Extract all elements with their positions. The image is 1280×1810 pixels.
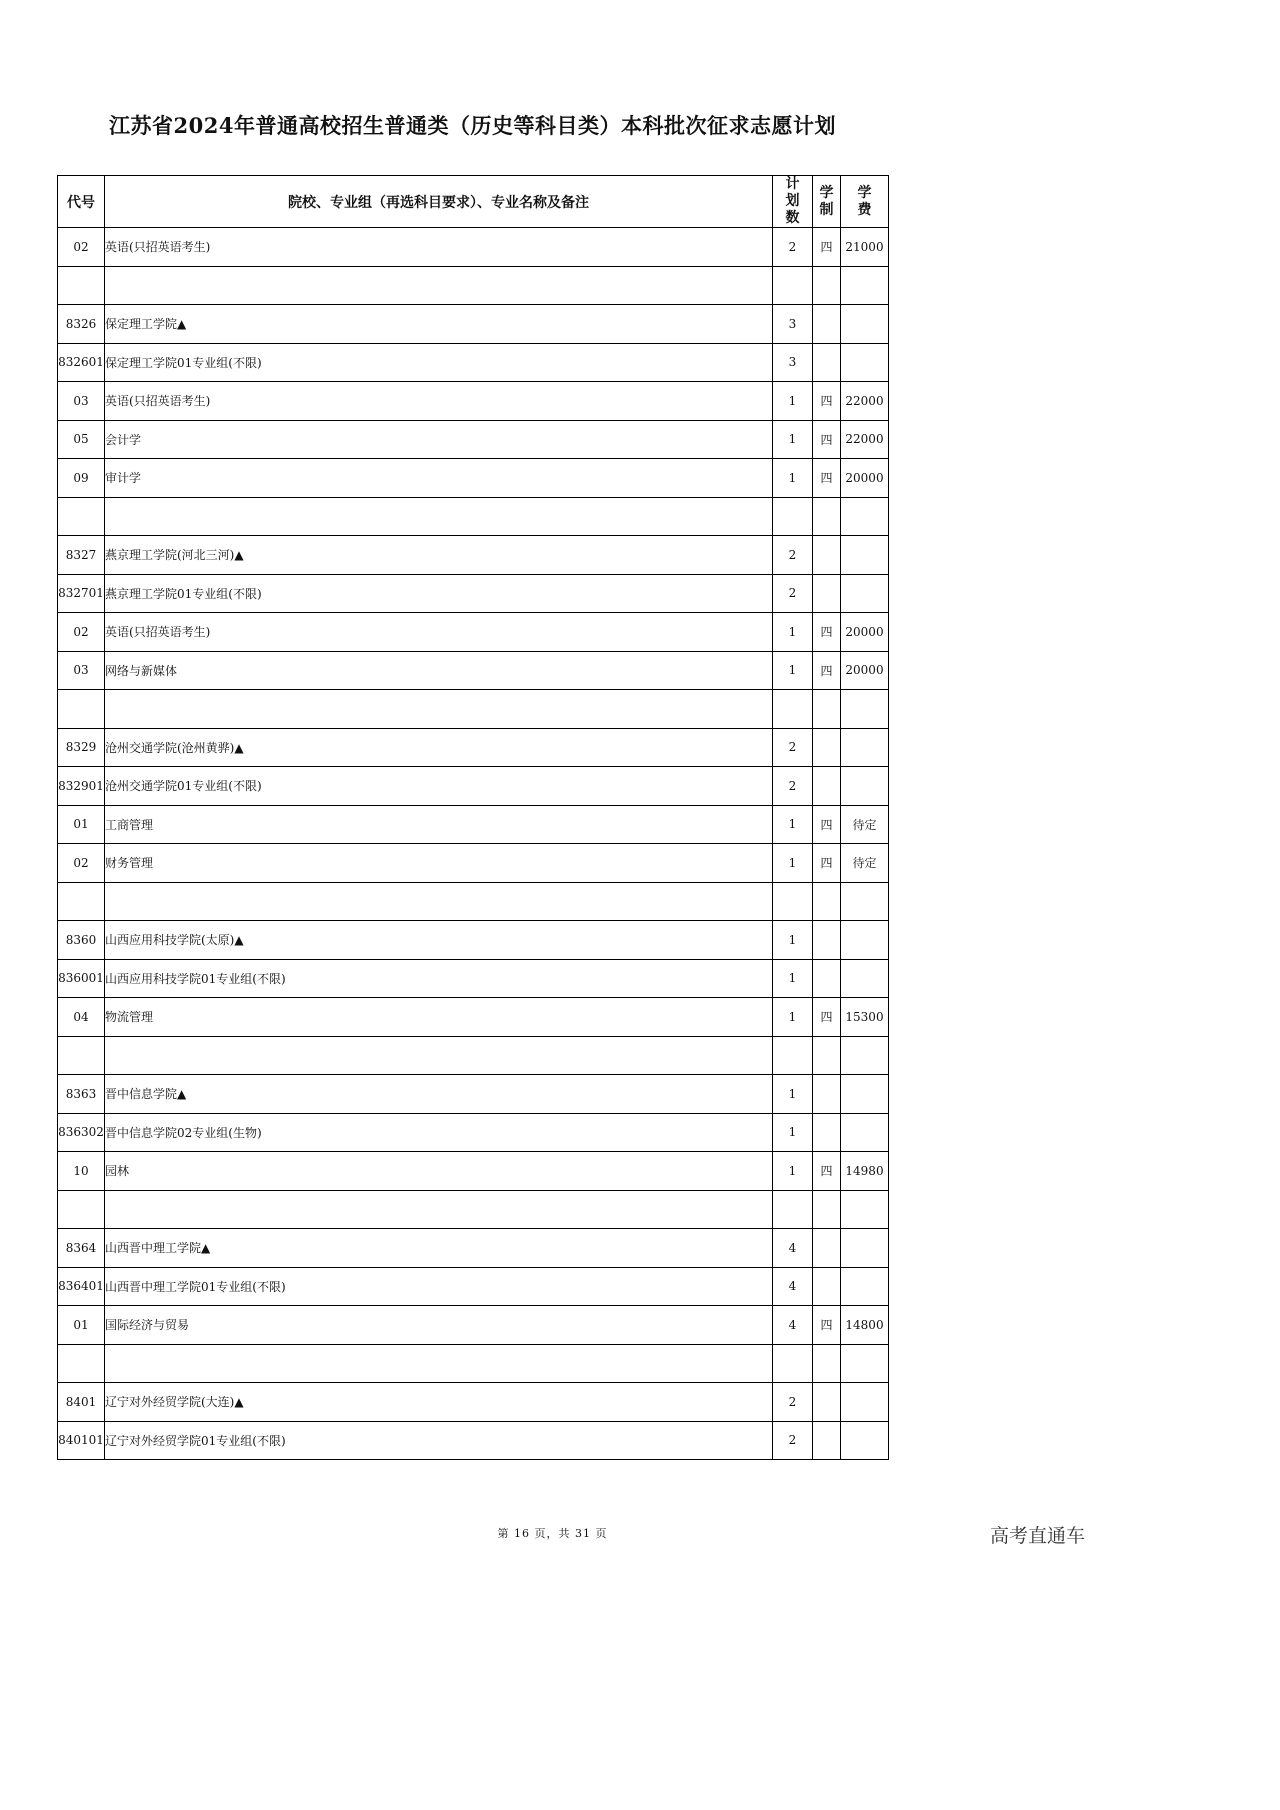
header-fee-char: 费 (857, 201, 872, 218)
row-tuition: 待定 (841, 844, 889, 883)
row-code: 840101 (58, 1421, 105, 1460)
header-plan-char: 数 (785, 210, 800, 226)
row-plan-count: 1 (773, 1152, 813, 1191)
row-plan-count (773, 1036, 813, 1075)
row-plan-count: 1 (773, 1075, 813, 1114)
row-plan-count: 1 (773, 651, 813, 690)
row-tuition (841, 574, 889, 613)
row-name (105, 690, 773, 729)
row-code (58, 497, 105, 536)
row-tuition (841, 882, 889, 921)
row-tuition (841, 921, 889, 960)
row-plan-count: 1 (773, 998, 813, 1037)
row-code: 8360 (58, 921, 105, 960)
table-row (58, 921, 889, 960)
row-tuition (841, 1036, 889, 1075)
row-tuition (841, 1344, 889, 1383)
row-name: 国际经济与贸易 (105, 1306, 773, 1345)
row-name (105, 1344, 773, 1383)
row-study-length (813, 1075, 841, 1114)
header-name: 院校、专业组（再选科目要求）、专业名称及备注 (105, 176, 773, 228)
row-code (58, 1344, 105, 1383)
row-code: 03 (58, 651, 105, 690)
row-tuition: 22000 (841, 382, 889, 421)
table-row (58, 1036, 889, 1075)
row-code: 836401 (58, 1267, 105, 1306)
row-name (105, 882, 773, 921)
row-code: 10 (58, 1152, 105, 1191)
row-name: 英语(只招英语考生) (105, 228, 773, 267)
row-name: 晋中信息学院02专业组(生物) (105, 1113, 773, 1152)
row-plan-count: 1 (773, 382, 813, 421)
header-length (813, 176, 841, 228)
row-study-length: 四 (813, 805, 841, 844)
table-row (58, 1152, 889, 1191)
header-plan-char: 划 (785, 193, 800, 209)
row-name: 网络与新媒体 (105, 651, 773, 690)
row-tuition: 20000 (841, 459, 889, 498)
row-plan-count: 1 (773, 805, 813, 844)
table-row (58, 1306, 889, 1345)
table-row (58, 998, 889, 1037)
table-row (58, 574, 889, 613)
row-code: 836302 (58, 1113, 105, 1152)
table-row (58, 728, 889, 767)
row-tuition: 14980 (841, 1152, 889, 1191)
header-plan-char: 计 (785, 176, 800, 192)
header-length-char: 制 (819, 201, 834, 218)
row-tuition (841, 266, 889, 305)
row-code: 01 (58, 1306, 105, 1345)
row-study-length (813, 574, 841, 613)
table-row (58, 1190, 889, 1229)
row-study-length: 四 (813, 420, 841, 459)
row-code: 01 (58, 805, 105, 844)
row-tuition (841, 536, 889, 575)
row-code: 03 (58, 382, 105, 421)
table-row (58, 382, 889, 421)
row-name: 审计学 (105, 459, 773, 498)
row-plan-count: 4 (773, 1267, 813, 1306)
row-tuition (841, 959, 889, 998)
row-tuition: 14800 (841, 1306, 889, 1345)
table-row (58, 767, 889, 806)
row-name: 工商管理 (105, 805, 773, 844)
row-code: 09 (58, 459, 105, 498)
row-plan-count (773, 690, 813, 729)
table-row (58, 536, 889, 575)
row-name: 燕京理工学院01专业组(不限) (105, 574, 773, 613)
row-plan-count: 1 (773, 1113, 813, 1152)
row-code: 8363 (58, 1075, 105, 1114)
row-study-length: 四 (813, 228, 841, 267)
row-tuition: 20000 (841, 613, 889, 652)
row-study-length: 四 (813, 613, 841, 652)
row-code: 8364 (58, 1229, 105, 1268)
table-row (58, 305, 889, 344)
row-plan-count (773, 1344, 813, 1383)
row-tuition: 20000 (841, 651, 889, 690)
row-name (105, 1190, 773, 1229)
row-name (105, 497, 773, 536)
watermark: 高考直通车 (989, 1525, 1085, 1547)
row-name: 山西应用科技学院01专业组(不限) (105, 959, 773, 998)
table-row (58, 805, 889, 844)
table-row (58, 690, 889, 729)
row-study-length (813, 1229, 841, 1268)
header-fee (841, 176, 889, 228)
row-name: 山西晋中理工学院01专业组(不限) (105, 1267, 773, 1306)
row-study-length (813, 921, 841, 960)
row-study-length: 四 (813, 651, 841, 690)
row-plan-count: 2 (773, 767, 813, 806)
table-row (58, 228, 889, 267)
row-name: 晋中信息学院▲ (105, 1075, 773, 1114)
row-study-length (813, 1036, 841, 1075)
table-row (58, 1267, 889, 1306)
row-plan-count: 1 (773, 459, 813, 498)
row-code: 8329 (58, 728, 105, 767)
row-study-length (813, 497, 841, 536)
row-tuition (841, 728, 889, 767)
table-row (58, 1075, 889, 1114)
row-name: 沧州交通学院01专业组(不限) (105, 767, 773, 806)
row-code: 8326 (58, 305, 105, 344)
row-code (58, 1190, 105, 1229)
row-study-length (813, 1190, 841, 1229)
row-plan-count: 2 (773, 1421, 813, 1460)
table-row (58, 1344, 889, 1383)
row-study-length (813, 1421, 841, 1460)
row-name: 物流管理 (105, 998, 773, 1037)
row-plan-count: 3 (773, 305, 813, 344)
row-study-length (813, 1344, 841, 1383)
row-code (58, 882, 105, 921)
row-name: 会计学 (105, 420, 773, 459)
header-length-char: 学 (819, 184, 834, 201)
row-code: 8327 (58, 536, 105, 575)
row-code: 04 (58, 998, 105, 1037)
row-study-length: 四 (813, 1306, 841, 1345)
row-tuition (841, 1383, 889, 1422)
header-code: 代号 (58, 176, 105, 228)
row-plan-count: 1 (773, 613, 813, 652)
row-plan-count (773, 1190, 813, 1229)
page-number: 第 16 页，共 31 页 (497, 1527, 608, 1540)
table-row (58, 497, 889, 536)
row-code: 02 (58, 613, 105, 652)
row-study-length (813, 266, 841, 305)
table-row (58, 1383, 889, 1422)
row-plan-count: 1 (773, 844, 813, 883)
table-row (58, 959, 889, 998)
row-code: 832901 (58, 767, 105, 806)
table-row (58, 1421, 889, 1460)
row-study-length (813, 1113, 841, 1152)
row-code: 836001 (58, 959, 105, 998)
row-study-length (813, 959, 841, 998)
row-plan-count (773, 882, 813, 921)
row-study-length: 四 (813, 382, 841, 421)
row-plan-count: 2 (773, 536, 813, 575)
table-row (58, 420, 889, 459)
row-name: 燕京理工学院(河北三河)▲ (105, 536, 773, 575)
row-name (105, 1036, 773, 1075)
row-tuition (841, 1190, 889, 1229)
row-plan-count (773, 266, 813, 305)
row-tuition (841, 1075, 889, 1114)
row-name: 保定理工学院01专业组(不限) (105, 343, 773, 382)
row-study-length (813, 882, 841, 921)
row-study-length (813, 343, 841, 382)
row-plan-count: 2 (773, 1383, 813, 1422)
row-study-length: 四 (813, 844, 841, 883)
row-name: 山西晋中理工学院▲ (105, 1229, 773, 1268)
row-study-length (813, 1267, 841, 1306)
row-name: 财务管理 (105, 844, 773, 883)
row-study-length: 四 (813, 998, 841, 1037)
row-tuition (841, 1421, 889, 1460)
row-code: 8401 (58, 1383, 105, 1422)
row-study-length (813, 536, 841, 575)
row-plan-count: 2 (773, 228, 813, 267)
row-tuition (841, 497, 889, 536)
row-name: 辽宁对外经贸学院01专业组(不限) (105, 1421, 773, 1460)
row-study-length (813, 728, 841, 767)
row-code (58, 690, 105, 729)
row-tuition (841, 305, 889, 344)
row-code: 02 (58, 228, 105, 267)
table-row (58, 651, 889, 690)
admission-plan-table (57, 175, 889, 1460)
row-plan-count: 4 (773, 1306, 813, 1345)
row-plan-count: 2 (773, 574, 813, 613)
row-study-length (813, 1383, 841, 1422)
row-tuition (841, 343, 889, 382)
row-plan-count: 2 (773, 728, 813, 767)
row-study-length (813, 690, 841, 729)
header-plan (773, 176, 813, 228)
table-body (58, 228, 889, 1460)
row-code (58, 266, 105, 305)
row-plan-count (773, 497, 813, 536)
row-name (105, 266, 773, 305)
row-plan-count: 1 (773, 921, 813, 960)
table-row (58, 844, 889, 883)
row-tuition (841, 1267, 889, 1306)
row-tuition (841, 767, 889, 806)
row-name: 园林 (105, 1152, 773, 1191)
row-code (58, 1036, 105, 1075)
row-name: 英语(只招英语考生) (105, 613, 773, 652)
table-row (58, 266, 889, 305)
row-name: 辽宁对外经贸学院(大连)▲ (105, 1383, 773, 1422)
row-code: 05 (58, 420, 105, 459)
row-tuition (841, 1113, 889, 1152)
row-study-length (813, 767, 841, 806)
row-name: 沧州交通学院(沧州黄骅)▲ (105, 728, 773, 767)
row-study-length: 四 (813, 1152, 841, 1191)
table-row (58, 459, 889, 498)
row-code: 832701 (58, 574, 105, 613)
header-fee-char: 学 (857, 184, 872, 201)
row-plan-count: 1 (773, 420, 813, 459)
table-row (58, 1229, 889, 1268)
row-tuition: 待定 (841, 805, 889, 844)
table-row (58, 343, 889, 382)
row-plan-count: 1 (773, 959, 813, 998)
row-study-length: 四 (813, 459, 841, 498)
page-title: 江苏省2024年普通高校招生普通类（历史等科目类）本科批次征求志愿计划 (109, 113, 836, 138)
row-tuition (841, 690, 889, 729)
table-row (58, 1113, 889, 1152)
row-tuition: 15300 (841, 998, 889, 1037)
row-code: 832601 (58, 343, 105, 382)
row-tuition: 21000 (841, 228, 889, 267)
row-study-length (813, 305, 841, 344)
row-tuition: 22000 (841, 420, 889, 459)
table-row (58, 613, 889, 652)
table-row (58, 882, 889, 921)
row-name: 英语(只招英语考生) (105, 382, 773, 421)
row-name: 保定理工学院▲ (105, 305, 773, 344)
row-plan-count: 3 (773, 343, 813, 382)
row-name: 山西应用科技学院(太原)▲ (105, 921, 773, 960)
row-plan-count: 4 (773, 1229, 813, 1268)
row-tuition (841, 1229, 889, 1268)
table-header-row (58, 176, 889, 228)
row-code: 02 (58, 844, 105, 883)
